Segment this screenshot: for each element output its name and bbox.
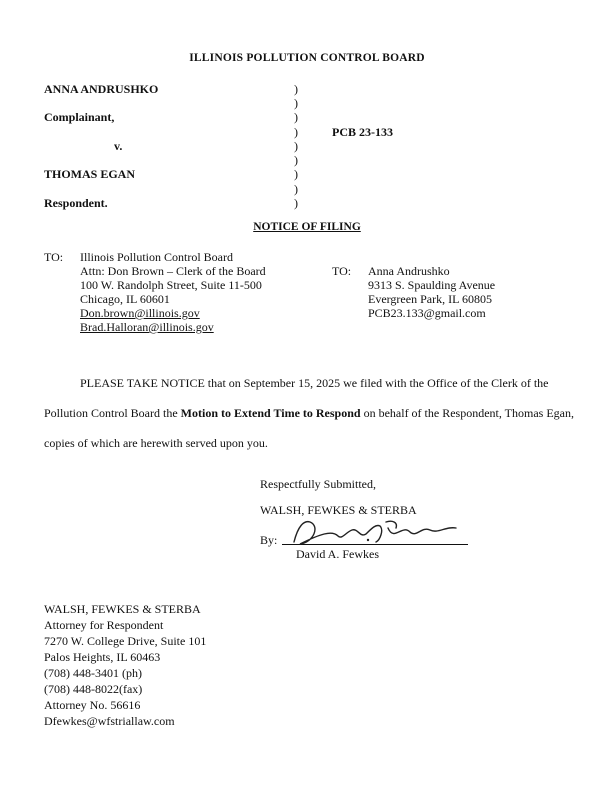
respondent-label: Respondent. xyxy=(44,196,108,210)
caption-paren: ) xyxy=(294,82,298,96)
body-line-2 xyxy=(44,406,574,421)
caption-paren: ) xyxy=(294,125,298,139)
body-line-3: copies of which are herewith served upon you. xyxy=(44,436,268,450)
recipient2-line: Anna Andrushko xyxy=(368,264,450,278)
complainant-name: ANNA ANDRUSHKO xyxy=(44,82,159,96)
body-line-2-end: on behalf of the Respondent, Thomas Egan, xyxy=(360,406,574,420)
to-label-second: TO: xyxy=(332,264,352,278)
footer-line: Attorney No. 56616 xyxy=(44,698,141,712)
footer-line: 7270 W. College Drive, Suite 101 xyxy=(44,634,207,648)
caption-paren: ) xyxy=(294,167,298,181)
caption-paren: ) xyxy=(294,196,298,210)
footer-email: Dfewkes@wfstriallaw.com xyxy=(44,714,175,728)
board-title: ILLINOIS POLLUTION CONTROL BOARD xyxy=(189,52,425,64)
body-line-1: PLEASE TAKE NOTICE that on September 15, 2025 we filed with the Office of the Clerk of the xyxy=(80,376,549,390)
notice-title: NOTICE OF FILING xyxy=(253,221,361,233)
respondent-name: THOMAS EGAN xyxy=(44,167,136,181)
footer-line: (708) 448-8022(fax) xyxy=(44,682,143,696)
caption-paren: ) xyxy=(294,153,298,167)
email-link-don-brown[interactable]: Don.brown@illinois.gov xyxy=(80,306,200,320)
by-label: By: xyxy=(260,533,278,547)
footer-line: WALSH, FEWKES & STERBA xyxy=(44,602,201,616)
signer-name: David A. Fewkes xyxy=(296,547,379,561)
caption-paren: ) xyxy=(294,110,298,124)
recipient2-line: Evergreen Park, IL 60805 xyxy=(368,292,492,306)
complainant-label: Complainant, xyxy=(44,110,115,124)
recipient1-line: Illinois Pollution Control Board xyxy=(80,250,234,264)
footer-line: Palos Heights, IL 60463 xyxy=(44,650,161,664)
caption-paren: ) xyxy=(294,96,298,110)
body-line-2-start: Pollution Control Board the xyxy=(44,406,181,420)
to-label: TO: xyxy=(44,250,64,264)
recipient1-line: 100 W. Randolph Street, Suite 11-500 xyxy=(80,278,262,292)
caption-paren: ) xyxy=(294,182,298,196)
handwritten-signature xyxy=(280,512,470,552)
recipient1-line: Chicago, IL 60601 xyxy=(80,292,170,306)
footer-line: (708) 448-3401 (ph) xyxy=(44,666,142,680)
versus-label: v. xyxy=(114,139,123,153)
footer-line: Attorney for Respondent xyxy=(44,618,164,632)
recipient1-line: Attn: Don Brown – Clerk of the Board xyxy=(80,264,266,278)
case-number: PCB 23-133 xyxy=(332,125,393,139)
caption-paren: ) xyxy=(294,139,298,153)
closing: Respectfully Submitted, xyxy=(260,477,376,491)
recipient2-line: PCB23.133@gmail.com xyxy=(368,306,486,320)
email-link-brad-halloran[interactable]: Brad.Halloran@illinois.gov xyxy=(80,320,214,334)
recipient2-line: 9313 S. Spaulding Avenue xyxy=(368,278,496,292)
motion-title: Motion to Extend Time to Respond xyxy=(180,406,361,420)
firm-name: WALSH, FEWKES & STERBA xyxy=(260,503,417,517)
